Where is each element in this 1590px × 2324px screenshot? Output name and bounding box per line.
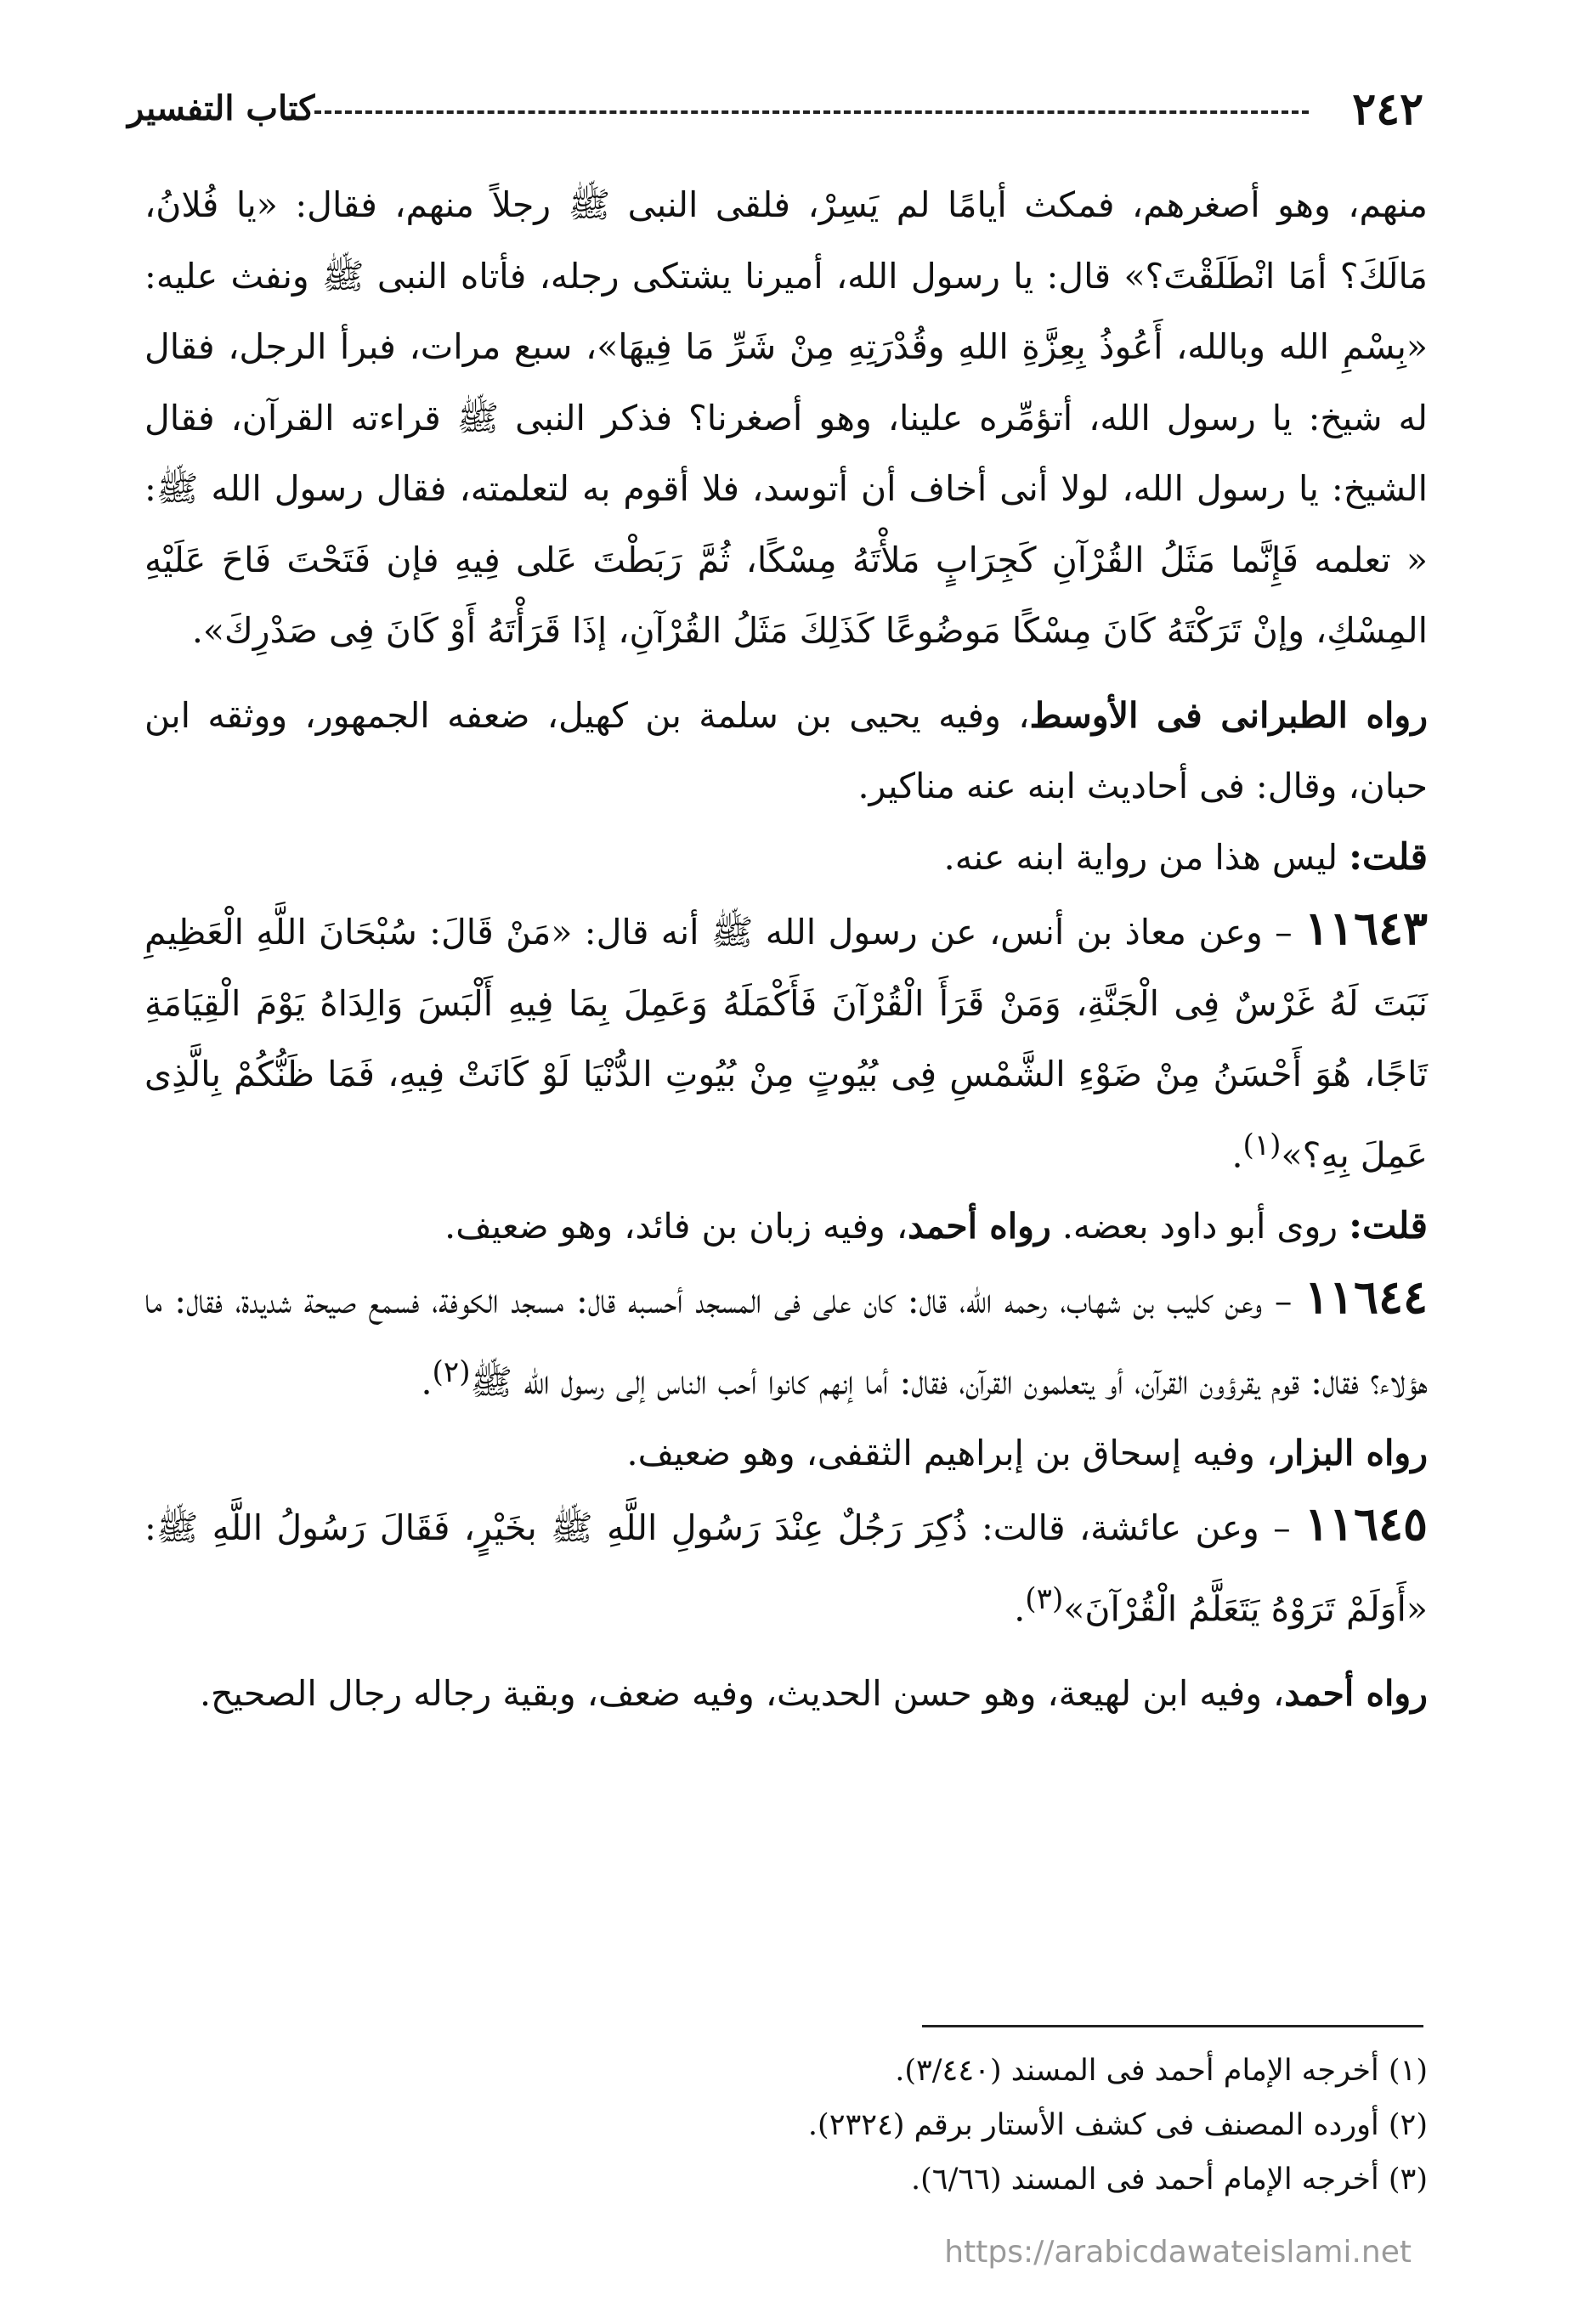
- hadith-text: – وعن معاذ بن أنس، عن رسول الله ﷺ أنه قال: «مَنْ قَالَ: سُبْحَانَ اللَّهِ الْعَظِيمِ نَبَتَ لَهُ غَرْسٌ فِى الْجَنَّةِ، وَمَنْ قَرَأَ الْقُرْآنَ فَأَكْمَلَهُ وَعَمِلَ بِمَا فِيهِ أَلْبَسَ وَالِدَاهُ يَوْمَ الْقِيَامَةِ تَاجًا، هُوَ أَحْسَنُ مِنْ ضَوْءِ الشَّمْسِ فِى بُيُوتٍ مِنْ بُيُوتِ الدُّنْيَا لَوْ كَانَتْ فِيهِ، فَمَا ظَنُّكُمْ بِالَّذِى عَمِلَ بِهِ؟»: [144, 912, 1428, 1176]
- note-text: ليس هذا من رواية ابنه عنه.: [943, 836, 1350, 878]
- hadith-number: ١١٦٤٥: [1304, 1496, 1428, 1552]
- page-number: ٢٤٢: [1352, 83, 1423, 135]
- footnote-ref: (٢): [432, 1354, 471, 1389]
- note-text: روى أبو داود بعضه.: [1050, 1205, 1350, 1247]
- footnote-2: (٢) أورده المصنف فى كشف الأستار برقم (٢٣٢٤).: [807, 2108, 1428, 2142]
- hadith-11645: ١١٦٤٥ – وعن عائشة، قالت: ذُكِرَ رَجُلٌ عِنْدَ رَسُولِ اللَّهِ ﷺ بخَيْرٍ، فَقَالَ رَسُولُ اللَّهِ ﷺ: «أَوَلَمْ تَرَوْهُ يَتَعَلَّمُ الْقُرْآنَ»$^{(٣)}$.: [144, 1496, 1428, 1630]
- narration-comment: ، وفيه زبان بن فائد، وهو ضعيف.: [444, 1205, 908, 1247]
- paragraph-hadith-continuation: منهم، وهو أصغرهم، فمكث أيامًا لم يَسِرْ، فلقى النبى ﷺ رجلاً منهم، فقال: «يا فُلانُ، مَالَكَ؟ أمَا انْطَلَقْتَ؟» قال: يا رسول الله، أميرنا يشتكى رجله، فأتاه النبى ﷺ ونفث عليه: «بِسْمِ الله وبالله، أَعُوذُ بِعِزَّةِ اللهِ وقُدْرَتِهِ مِنْ شَرِّ مَا فِيهَا»، سبع مرات، فبرأ الرجل، فقال له شيخ: يا رسول الله، أتؤمِّره علينا، وهو أصغرنا؟ فذكر النبى ﷺ قراءته القرآن، فقال الشيخ: يا رسول الله، لولا أنى أخاف أن أتوسد، فلا أقوم به لتعلمته، فقال رسول الله ﷺ: « تعلمه فَإِنَّما مَثَلُ القُرْآنِ كَجِرَابٍ مَلأْتَهُ مِسْكًا، ثُمَّ رَبَطْتَ عَلى فِيهِ فإن فَتَحْتَ فَاحَ عَلَيْهِ المِسْكِ، وإنْ تَرَكْتَهُ كَانَ مِسْكًا مَوضُوعًا كَذَلِكَ مَثَلُ القُرْآنِ، إذَا قَرَأْتَهُ أَوْ كَانَ فِى صَدْرِكَ».: [144, 184, 1428, 651]
- narrator-source: رواه الطبرانى فى الأوسط: [1029, 694, 1428, 736]
- paragraph-narration-tabarani: [144, 681, 1428, 823]
- hadith-text: – وعن عائشة، قالت: ذُكِرَ رَجُلٌ عِنْدَ رَسُولِ اللَّهِ ﷺ بخَيْرٍ، فَقَالَ رَسُولُ اللَّهِ ﷺ: «أَوَلَمْ تَرَوْهُ يَتَعَلَّمُ الْقُرْآنَ»: [144, 1507, 1428, 1630]
- hadith-number: ١١٦٤٣: [1304, 901, 1428, 955]
- hadith-text: – وعن كليب بن شهاب، رحمه الله، قال: كان على فى المسجد أحسبه قال: مسجد الكوفة، فسمع صيحة شديدة، فقال: ما هؤلاء؟ فقال: قوم يقرؤون القرآن، أو يتعلمون القرآن، فقال: أما إنهم كانوا أحب الناس إلى رسول الله ﷺ: [144, 1281, 1428, 1403]
- narrator-source: رواه البزار: [1277, 1432, 1428, 1473]
- note-label: قلت:: [1349, 1204, 1428, 1247]
- narrator-source: رواه أحمد: [1284, 1672, 1428, 1714]
- narrator-source: رواه أحمد: [908, 1205, 1051, 1247]
- footnote-3: (٣) أخرجه الإمام أحمد فى المسند (٦/٦٦).: [910, 2163, 1428, 2197]
- footnote-ref: (٣): [1025, 1581, 1064, 1616]
- paragraph-narration-bazzar: [144, 1418, 1428, 1490]
- body-text: [144, 170, 1428, 1729]
- footnote-separator: [922, 2025, 1423, 2027]
- narration-comment: ، وفيه يحيى بن سلمة بن كهيل، ضعفه الجمهور، ووثقه ابن حبان، وقال: فى أحاديث ابنه عنه مناكير.: [144, 694, 1428, 806]
- paragraph-narration-ahmad: [144, 1659, 1428, 1730]
- narration-comment: ، وفيه إسحاق بن إبراهيم الثقفى، وهو ضعيف.: [626, 1432, 1278, 1473]
- page-header: [127, 83, 1423, 134]
- footnote-ref: (١): [1242, 1128, 1282, 1162]
- hadith-11643: ١١٦٤٣ – وعن معاذ بن أنس، عن رسول الله ﷺ أنه قال: «مَنْ قَالَ: سُبْحَانَ اللَّهِ الْعَظِيمِ نَبَتَ لَهُ غَرْسٌ فِى الْجَنَّةِ، وَمَنْ قَرَأَ الْقُرْآنَ فَأَكْمَلَهُ وَعَمِلَ بِمَا فِيهِ أَلْبَسَ وَالِدَاهُ يَوْمَ الْقِيَامَةِ تَاجًا، هُوَ أَحْسَنُ مِنْ ضَوْءِ الشَّمْسِ فِى بُيُوتٍ مِنْ بُيُوتِ الدُّنْيَا لَوْ كَانَتْ فِيهِ، فَمَا ظَنُّكُمْ بِالَّذِى عَمِلَ بِهِ؟»$^{(١)}$.: [144, 901, 1428, 1176]
- footnotes: [425, 2044, 1428, 2207]
- hadith-number: ١١٦٤٤: [1304, 1269, 1428, 1325]
- narration-comment: ، وفيه ابن لهيعة، وهو حسن الحديث، وفيه ضعف، وبقية رجاله رجال الصحيح.: [199, 1672, 1285, 1714]
- header-dashed-rule: [314, 110, 1309, 114]
- watermark-url: https://arabicdawateislami.net: [944, 2235, 1412, 2270]
- book-title: كتاب التفسير: [127, 88, 315, 128]
- footnote-1: (١) أخرجه الإمام أحمد فى المسند (٣/٤٤٠).: [895, 2054, 1428, 2088]
- note-label: قلت:: [1349, 835, 1428, 879]
- hadith-11644: ١١٦٤٤ – وعن كليب بن شهاب، رحمه الله، قال: كان على فى المسجد أحسبه قال: مسجد الكوفة، فسمع صيحة شديدة، فقال: ما هؤلاء؟ فقال: قوم يقرؤون القرآن، أو يتعلمون القرآن، فقال: أما إنهم كانوا أحب الناس إلى رسول الله ﷺ$^{(٢)}$.: [144, 1269, 1428, 1403]
- paragraph-note: [144, 823, 1428, 894]
- paragraph-note: [144, 1191, 1428, 1263]
